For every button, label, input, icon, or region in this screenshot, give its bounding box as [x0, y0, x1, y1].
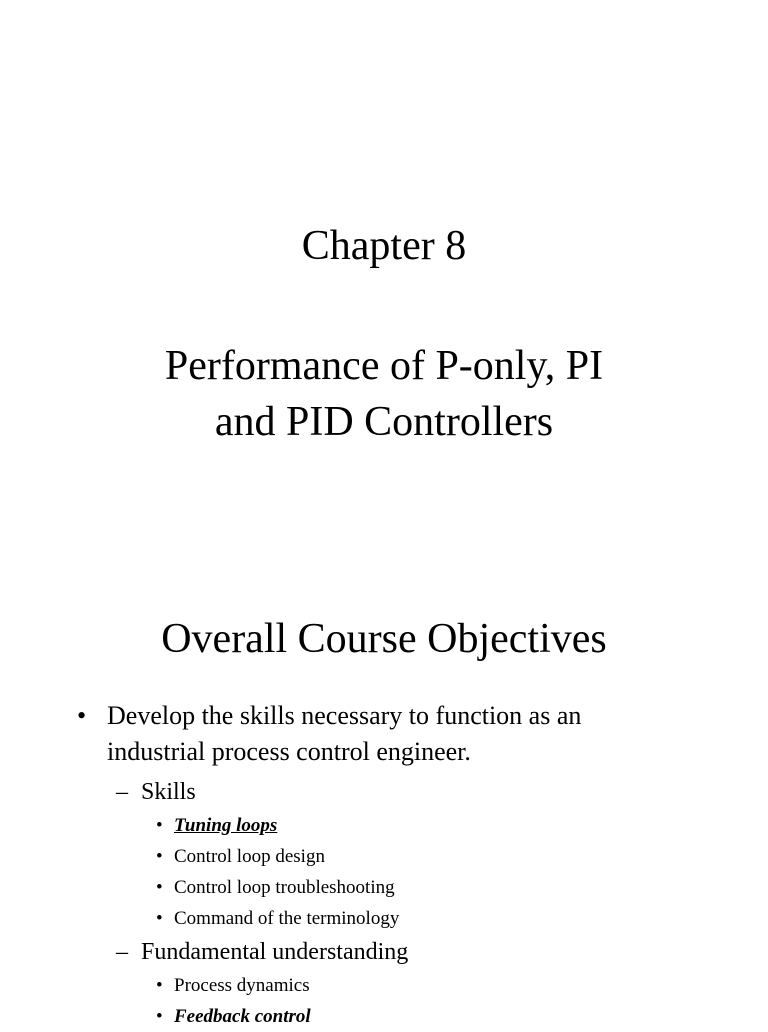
skills-label: Skills	[141, 779, 196, 805]
understanding-label: Fundamental understanding	[141, 939, 409, 965]
skill-item-terminology	[0, 903, 768, 934]
understanding-item-feedback-control	[0, 1001, 768, 1032]
understanding-heading	[0, 936, 768, 968]
objective-text-line-1: Develop the skills necessary to function as an	[107, 701, 582, 730]
skill-item-troubleshooting	[0, 872, 768, 903]
dash-marker: –	[116, 779, 128, 805]
bullet-marker: •	[156, 908, 163, 929]
skill-item-label: Command of the terminology	[174, 908, 400, 929]
skill-item-label: Tuning loops	[174, 815, 278, 836]
objective-text-line-2: industrial process control engineer.	[107, 737, 471, 766]
objective-bullet	[0, 698, 687, 770]
bullet-marker: •	[156, 1006, 163, 1027]
skill-item-label: Control loop design	[174, 846, 325, 867]
chapter-title: Chapter 8	[301, 223, 467, 269]
bullet-marker: •	[77, 701, 87, 730]
dash-marker: –	[116, 939, 128, 965]
skill-item-label: Control loop troubleshooting	[174, 877, 395, 898]
bullet-marker: •	[156, 815, 163, 836]
objectives-list	[0, 698, 768, 1032]
skill-item-control-loop-design	[0, 841, 768, 872]
bullet-marker: •	[156, 846, 163, 867]
understanding-item-process-dynamics	[0, 970, 768, 1001]
bullet-marker: •	[156, 975, 163, 996]
chapter-subtitle-line-2: and PID Controllers	[214, 399, 554, 445]
skill-item-tuning-loops	[0, 810, 768, 841]
chapter-subtitle-line-1: Performance of P-only, PI	[164, 343, 604, 389]
chapter-subtitle	[0, 338, 768, 450]
objectives-title: Overall Course Objectives	[161, 616, 607, 662]
understanding-item-label: Feedback control	[174, 1006, 311, 1027]
understanding-item-label: Process dynamics	[174, 975, 310, 996]
bullet-marker: •	[156, 877, 163, 898]
skills-heading	[0, 776, 768, 808]
